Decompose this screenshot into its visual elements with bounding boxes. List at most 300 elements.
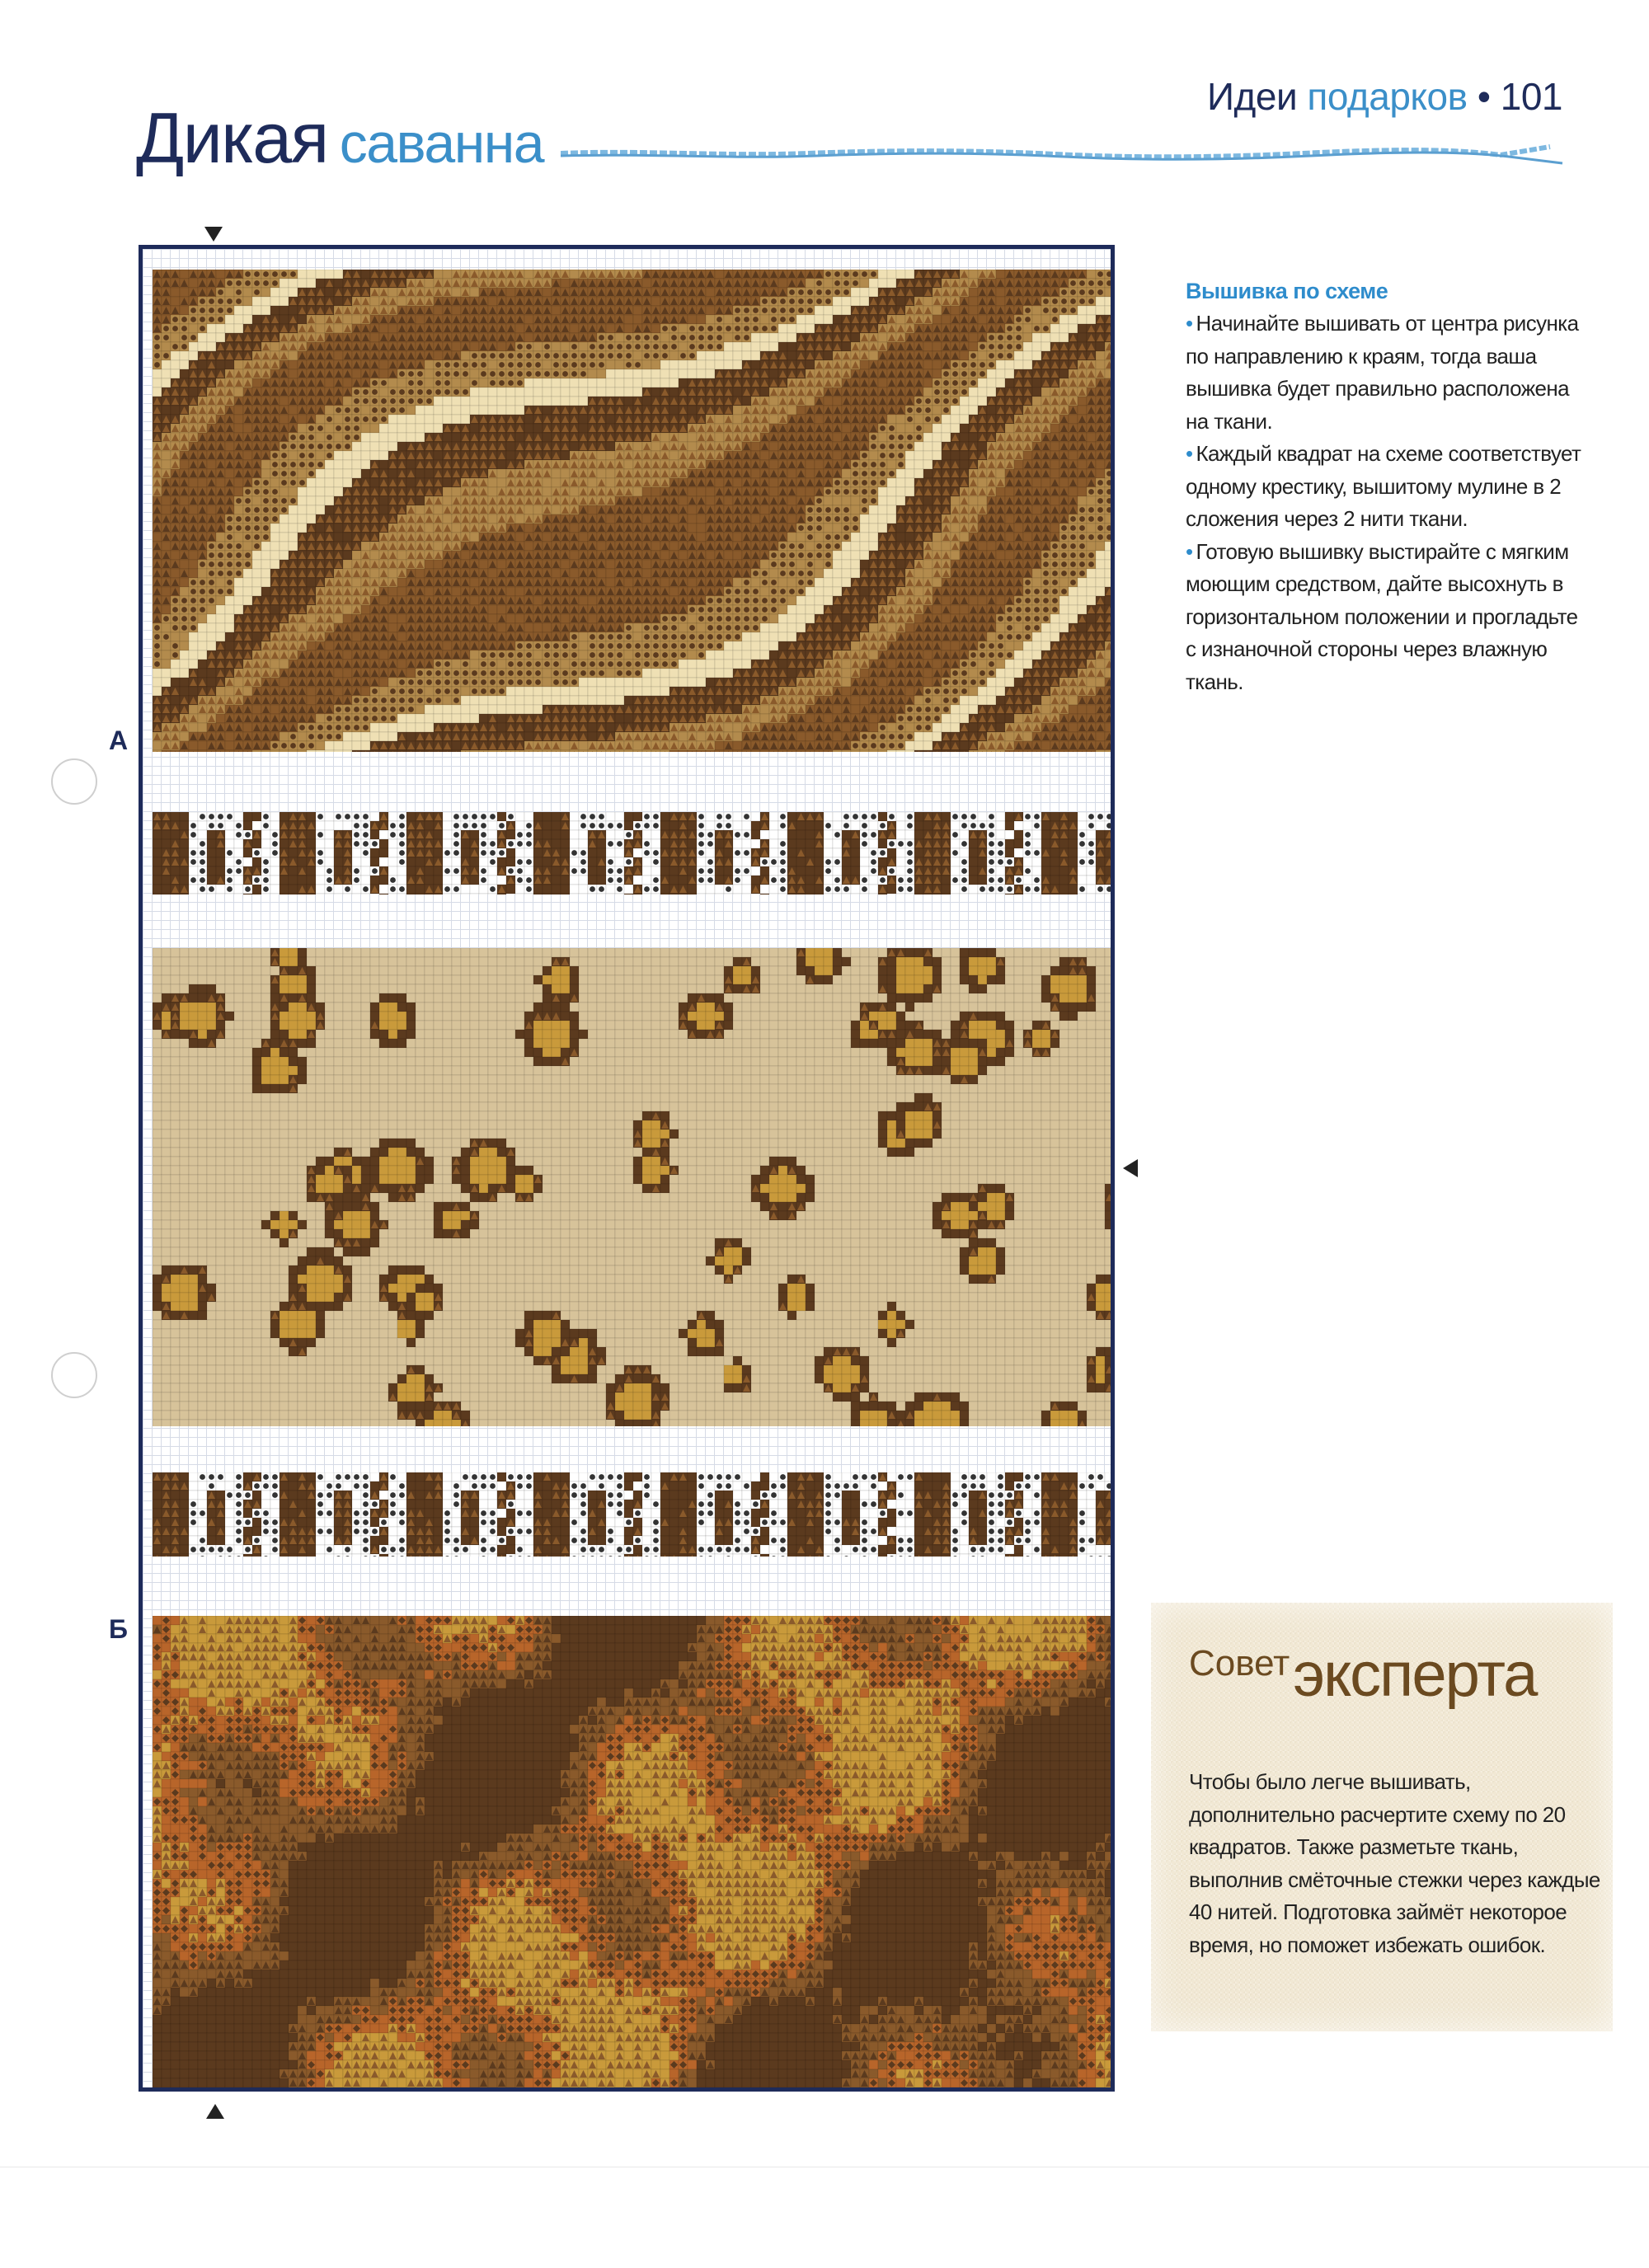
stitch-cell	[606, 415, 615, 424]
stitch-cell	[379, 369, 388, 378]
stitch-cell	[1078, 406, 1087, 415]
stitch-symbol	[426, 398, 432, 404]
stitch-symbol	[898, 434, 904, 440]
stitch-cell	[162, 342, 171, 351]
stitch-cell	[896, 424, 905, 433]
stitch-cell	[434, 451, 443, 460]
stitch-symbol	[535, 353, 541, 359]
stitch-cell	[388, 424, 397, 433]
stitch-symbol	[544, 353, 550, 359]
stitch-cell	[769, 460, 778, 469]
stitch-cell	[697, 351, 706, 360]
stitch-cell	[1114, 397, 1115, 406]
stitch-cell	[1041, 333, 1050, 342]
stitch-cell	[969, 270, 978, 279]
stitch-symbol	[599, 353, 604, 359]
stitch-symbol	[245, 280, 251, 286]
stitch-symbol	[871, 271, 876, 277]
stitch-cell	[488, 297, 497, 306]
stitch-cell	[951, 424, 960, 433]
stitch-cell	[896, 469, 905, 478]
stitch-cell	[733, 415, 742, 424]
stitch-cell	[688, 433, 697, 442]
stitch-cell	[751, 442, 760, 451]
stitch-cell	[1096, 351, 1105, 360]
stitch-symbol	[834, 280, 840, 286]
stitch-symbol	[698, 344, 704, 350]
stitch-cell	[425, 369, 434, 378]
stitch-cell	[896, 270, 905, 279]
stitch-symbol	[753, 317, 759, 322]
stitch-cell	[1050, 324, 1059, 333]
stitch-cell	[543, 387, 552, 397]
stitch-symbol	[417, 398, 423, 404]
stitch-cell	[588, 369, 597, 378]
stitch-symbol	[907, 407, 913, 413]
stitch-symbol	[236, 280, 242, 286]
stitch-cell	[1114, 324, 1115, 333]
stitch-cell	[633, 306, 642, 315]
stitch-symbol	[345, 416, 350, 422]
stitch-symbol	[925, 398, 931, 404]
stitch-cell	[479, 397, 488, 406]
stitch-cell	[280, 415, 289, 424]
stitch-symbol	[200, 317, 205, 322]
stitch-symbol	[290, 462, 296, 467]
stitch-cell	[606, 369, 615, 378]
stitch-symbol	[671, 344, 677, 350]
stitch-symbol	[254, 280, 260, 286]
stitch-cell	[416, 424, 425, 433]
stitch-symbol	[508, 362, 514, 368]
stitch-cell	[1005, 378, 1014, 387]
stitch-cell	[887, 279, 896, 288]
stitch-symbol	[735, 326, 740, 331]
stitch-symbol	[209, 317, 214, 322]
stitch-cell	[370, 478, 379, 487]
stitch-cell	[987, 369, 996, 378]
stitch-cell	[452, 406, 461, 415]
stitch-symbol	[608, 353, 613, 359]
stitch-symbol	[299, 462, 305, 467]
stitch-cell	[624, 397, 633, 406]
stitch-cell	[1096, 360, 1105, 369]
stitch-cell	[887, 415, 896, 424]
stitch-symbol	[1079, 289, 1085, 295]
stitch-symbol	[789, 289, 795, 295]
stitch-cell	[434, 306, 443, 315]
stitch-symbol	[290, 271, 296, 277]
stitch-symbol	[535, 362, 541, 368]
stitch-symbol	[816, 280, 822, 286]
stitch-cell	[343, 460, 352, 469]
stitch-symbol	[281, 271, 287, 277]
stitch-cell	[824, 306, 833, 315]
stitch-cell	[1078, 306, 1087, 315]
header-separator: •	[1478, 75, 1491, 118]
stitch-cell	[633, 378, 642, 387]
page-title	[136, 103, 543, 174]
stitch-symbol	[871, 444, 876, 449]
stitch-cell	[651, 369, 660, 378]
stitch-cell	[316, 451, 325, 460]
stitch-cell	[606, 378, 615, 387]
stitch-cell	[987, 378, 996, 387]
stitch-symbol	[834, 480, 840, 486]
stitch-cell	[1059, 333, 1069, 342]
stitch-cell	[280, 397, 289, 406]
stitch-symbol	[390, 389, 396, 395]
stitch-symbol	[345, 444, 350, 449]
stitch-symbol	[571, 362, 577, 368]
stitch-cell	[252, 306, 261, 315]
stitch-cell	[270, 297, 280, 306]
stitch-cell	[715, 360, 724, 369]
stitch-symbol	[816, 289, 822, 295]
stitch-symbol	[943, 380, 949, 386]
stitch-symbol	[517, 380, 523, 386]
stitch-symbol	[780, 308, 786, 313]
stitch-cell	[751, 342, 760, 351]
stitch-symbol	[771, 326, 777, 331]
stitch-symbol	[354, 407, 359, 413]
stitch-symbol	[943, 371, 949, 377]
stitch-cell	[570, 397, 579, 406]
stitch-cell	[443, 478, 452, 487]
stitch-cell	[688, 406, 697, 415]
stitch-symbol	[580, 353, 586, 359]
stitch-symbol	[825, 271, 831, 277]
stitch-cell	[461, 406, 470, 415]
stitch-cell	[715, 415, 724, 424]
stitch-symbol	[299, 453, 305, 458]
stitch-cell	[633, 369, 642, 378]
stitch-cell	[1059, 478, 1069, 487]
stitch-symbol	[735, 335, 740, 340]
stitch-cell	[1059, 315, 1069, 324]
stitch-symbol	[272, 453, 278, 458]
stitch-symbol	[1043, 308, 1049, 313]
stitch-cell	[1114, 297, 1115, 306]
stitch-symbol	[1088, 280, 1094, 286]
stitch-cell	[951, 451, 960, 460]
stitch-cell	[434, 270, 443, 279]
stitch-symbol	[345, 407, 350, 413]
stitch-symbol	[1070, 280, 1076, 286]
stitch-symbol	[653, 335, 659, 340]
stitch-cell	[234, 415, 243, 424]
running-header	[1207, 74, 1562, 119]
stitch-cell	[796, 406, 806, 415]
stitch-cell	[543, 397, 552, 406]
header-word-gifts: подарков	[1307, 75, 1467, 118]
stitch-cell	[824, 315, 833, 324]
stitch-cell	[1041, 342, 1050, 351]
stitch-cell	[162, 360, 171, 369]
stitch-cell	[379, 387, 388, 397]
stitch-symbol	[780, 317, 786, 322]
stitch-symbol	[599, 362, 604, 368]
stitch-cell	[243, 424, 252, 433]
stitch-cell	[289, 369, 298, 378]
stitch-cell	[470, 369, 479, 378]
stitch-cell	[461, 397, 470, 406]
stitch-symbol	[744, 326, 749, 331]
stitch-cell	[543, 360, 552, 369]
stitch-symbol	[970, 362, 976, 368]
stitch-cell	[543, 288, 552, 297]
stitch-symbol	[789, 317, 795, 322]
stitch-symbol	[227, 308, 233, 313]
stitch-cell	[443, 406, 452, 415]
stitch-symbol	[744, 308, 749, 313]
stitch-symbol	[889, 453, 895, 458]
stitch-symbol	[562, 371, 568, 377]
stitch-symbol	[236, 289, 242, 295]
stitch-symbol	[916, 398, 922, 404]
stitch-cell	[651, 324, 660, 333]
stitch-symbol	[635, 335, 641, 340]
stitch-cell	[787, 333, 796, 342]
stitch-symbol	[1097, 480, 1103, 486]
stitch-cell	[706, 360, 715, 369]
stitch-cell	[806, 315, 815, 324]
stitch-symbol	[635, 362, 641, 368]
stitch-cell	[171, 360, 180, 369]
stitch-symbol	[372, 407, 378, 413]
stitch-symbol	[843, 480, 849, 486]
stitch-symbol	[970, 353, 976, 359]
stitch-symbol	[698, 326, 704, 331]
stitch-cell	[642, 378, 651, 387]
stitch-cell	[452, 306, 461, 315]
center-marker-top	[204, 227, 223, 242]
stitch-cell	[760, 387, 769, 397]
stitch-cell	[987, 387, 996, 397]
stitch-symbol	[354, 398, 359, 404]
stitch-cell	[969, 397, 978, 406]
stitch-cell	[878, 279, 887, 288]
stitch-cell	[1114, 433, 1115, 442]
stitch-symbol	[798, 298, 804, 304]
stitch-cell	[942, 315, 951, 324]
stitch-cell	[1114, 288, 1115, 297]
stitch-symbol	[934, 380, 940, 386]
stitch-cell	[669, 451, 679, 460]
stitch-cell	[334, 324, 343, 333]
stitch-cell	[1014, 360, 1023, 369]
stitch-cell	[660, 360, 669, 369]
stitch-cell	[561, 378, 570, 387]
stitch-cell	[769, 478, 778, 487]
stitch-symbol	[707, 335, 713, 340]
stitch-cell	[960, 406, 969, 415]
stitch-cell	[588, 387, 597, 397]
stitch-cell	[180, 360, 189, 369]
stitch-cell	[198, 360, 207, 369]
stitch-cell	[325, 424, 334, 433]
stitch-symbol	[952, 380, 958, 386]
stitch-cell	[225, 442, 234, 451]
stitch-symbol	[689, 335, 695, 340]
stitch-cell	[1078, 460, 1087, 469]
stitch-cell	[679, 342, 688, 351]
stitch-cell	[1041, 478, 1050, 487]
stitch-symbol	[762, 308, 768, 313]
stitch-cell	[452, 288, 461, 297]
stitch-cell	[533, 424, 543, 433]
stitch-symbol	[472, 353, 477, 359]
stitch-cell	[180, 460, 189, 469]
stitch-symbol	[181, 344, 187, 350]
stitch-symbol	[463, 362, 468, 368]
stitch-cell	[615, 378, 624, 387]
stitch-cell	[307, 478, 316, 487]
stitch-symbol	[363, 398, 369, 404]
stitch-symbol	[889, 444, 895, 449]
stitch-symbol	[517, 353, 523, 359]
stitch-cell	[1005, 369, 1014, 378]
stitch-cell	[1114, 369, 1115, 378]
stitch-cell	[969, 387, 978, 397]
stitch-symbol	[1007, 344, 1012, 350]
stitch-cell	[524, 378, 533, 387]
stitch-cell	[1087, 270, 1096, 279]
stitch-symbol	[871, 480, 876, 486]
stitch-symbol	[1016, 344, 1022, 350]
stitch-cell	[261, 469, 270, 478]
stitch-symbol	[716, 317, 722, 322]
stitch-cell	[769, 333, 778, 342]
stitch-cell	[370, 333, 379, 342]
stitch-cell	[171, 297, 180, 306]
stitch-cell	[434, 415, 443, 424]
stitch-symbol	[880, 462, 886, 467]
stitch-cell	[923, 460, 933, 469]
stitch-cell	[180, 306, 189, 315]
stitch-cell	[606, 324, 615, 333]
stitch-cell	[298, 415, 307, 424]
stitch-symbol	[753, 326, 759, 331]
stitch-symbol	[463, 371, 468, 377]
stitch-cell	[806, 469, 815, 478]
stitch-symbol	[898, 462, 904, 467]
stitch-symbol	[989, 344, 994, 350]
stitch-symbol	[499, 362, 505, 368]
stitch-cell	[878, 433, 887, 442]
stitch-cell	[606, 442, 615, 451]
stitch-symbol	[218, 317, 223, 322]
stitch-symbol	[834, 271, 840, 277]
stitch-cell	[833, 306, 842, 315]
stitch-cell	[933, 442, 942, 451]
stitch-cell	[479, 378, 488, 387]
stitch-cell	[579, 424, 588, 433]
stitch-cell	[960, 460, 969, 469]
stitch-cell	[397, 297, 406, 306]
stitch-cell	[425, 469, 434, 478]
stitch-cell	[506, 288, 515, 297]
stitch-cell	[452, 415, 461, 424]
stitch-symbol	[789, 298, 795, 304]
stitch-cell	[606, 478, 615, 487]
stitch-cell	[533, 397, 543, 406]
stitch-cell	[216, 333, 225, 342]
stitch-symbol	[281, 444, 287, 449]
stitch-symbol	[662, 344, 668, 350]
stitch-symbol	[970, 371, 976, 377]
stitch-cell	[669, 360, 679, 369]
stitch-symbol	[626, 362, 632, 368]
stitch-symbol	[843, 280, 849, 286]
stitch-symbol	[444, 380, 450, 386]
stitch-cell	[497, 460, 506, 469]
stitch-cell	[688, 360, 697, 369]
stitch-cell	[452, 378, 461, 387]
stitch-cell	[524, 270, 533, 279]
stitch-symbol	[716, 335, 722, 340]
stitch-symbol	[308, 434, 314, 440]
stitch-cell	[751, 469, 760, 478]
stitch-cell	[978, 478, 987, 487]
stitch-cell	[933, 306, 942, 315]
stitch-symbol	[762, 298, 768, 304]
stitch-cell	[180, 288, 189, 297]
stitch-cell	[733, 478, 742, 487]
stitch-cell	[833, 315, 842, 324]
stitch-cell	[515, 397, 524, 406]
stitch-cell	[289, 360, 298, 369]
stitch-symbol	[1088, 289, 1094, 295]
stitch-cell	[1114, 451, 1115, 460]
stitch-symbol	[453, 371, 459, 377]
stitch-cell	[1032, 351, 1041, 360]
stitch-symbol	[934, 389, 940, 395]
stitch-symbol	[481, 371, 486, 377]
stitch-cell	[561, 279, 570, 288]
stitch-cell	[996, 360, 1005, 369]
stitch-cell	[370, 442, 379, 451]
stitch-cell	[1087, 315, 1096, 324]
stitch-symbol	[1061, 298, 1067, 304]
stitch-symbol	[644, 335, 650, 340]
stitch-cell	[923, 433, 933, 442]
stitch-symbol	[889, 425, 895, 431]
stitch-symbol	[626, 344, 632, 350]
stitch-cell	[425, 360, 434, 369]
stitch-symbol	[952, 371, 958, 377]
stitch-symbol	[662, 353, 668, 359]
stitch-cell	[905, 424, 914, 433]
stitch-cell	[787, 324, 796, 333]
stitch-cell	[688, 315, 697, 324]
stitch-cell	[325, 288, 334, 297]
stitch-cell	[760, 342, 769, 351]
stitch-symbol	[762, 326, 768, 331]
stitch-cell	[316, 315, 325, 324]
stitch-cell	[815, 415, 824, 424]
stitch-symbol	[472, 362, 477, 368]
stitch-cell	[370, 424, 379, 433]
stitch-cell	[343, 315, 352, 324]
stitch-cell	[488, 360, 497, 369]
stitch-symbol	[626, 335, 632, 340]
stitch-cell	[1114, 360, 1115, 369]
stitch-symbol	[499, 353, 505, 359]
stitch-cell	[860, 288, 869, 297]
stitch-symbol	[553, 353, 559, 359]
stitch-cell	[561, 342, 570, 351]
